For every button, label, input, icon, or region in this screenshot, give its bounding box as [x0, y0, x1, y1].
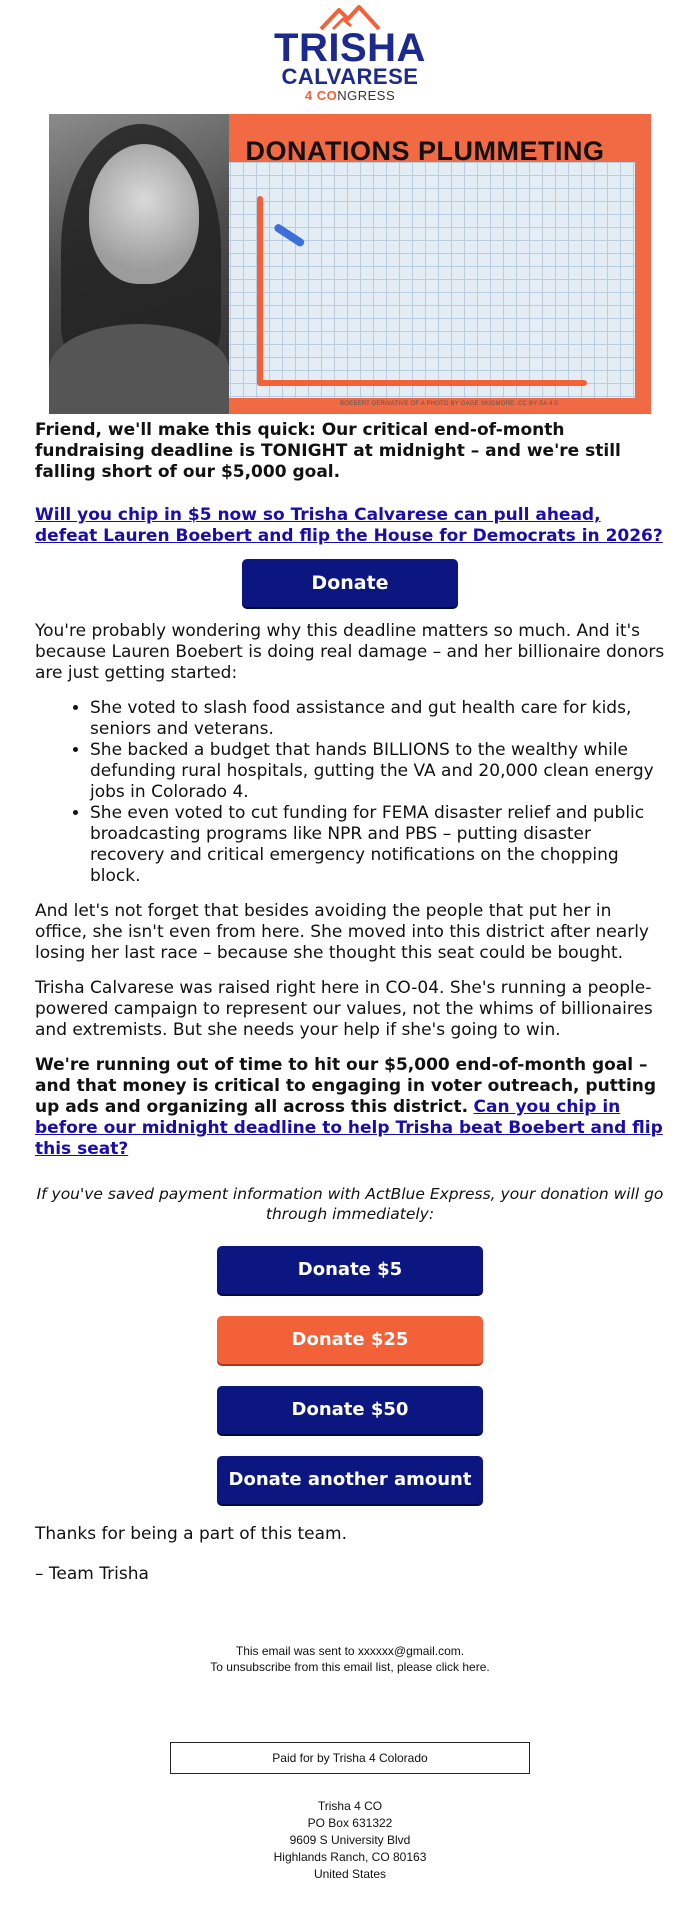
donate-5-button[interactable]: Donate $5 [217, 1246, 483, 1294]
logo-tagline-rest: NGRESS [337, 88, 396, 103]
footer-notice [0, 1643, 700, 1675]
list-item: • She voted to slash food assistance and gut health care for kids, seniors and veterans. [90, 698, 665, 740]
paragraph-goal [35, 1055, 665, 1160]
graph-x-axis [257, 380, 587, 386]
address-line: Highlands Ranch, CO 80163 [273, 1850, 427, 1864]
campaign-logo [0, 0, 700, 104]
unsubscribe-link[interactable]: To unsubscribe from this email list, please click here. [210, 1660, 490, 1674]
address-line: Trisha 4 CO [317, 1799, 383, 1813]
voting-record-list [35, 698, 665, 887]
chip-in-deadline-link[interactable]: Can you chip in before our midnight deadline to help Trisha beat Boebert and flip this seat? [35, 1097, 663, 1159]
logo-last-name: CALVARESE [281, 64, 419, 89]
address-line: 9609 S University Blvd [289, 1833, 411, 1847]
goal-bold-text: We're running out of time to hit our $5,000 end-of-month goal – and that money is critical to engaging in voter outreach, putting up ads and organizing all across this district. [35, 1055, 657, 1117]
chip-in-link[interactable]: Will you chip in $5 now so Trisha Calvarese can pull ahead, defeat Lauren Boebert and flip the House for Democrats in 2026? [35, 505, 663, 546]
list-item: • She even voted to cut funding for FEMA disaster relief and public broadcasting programs like NPR and PBS – putting disaster recovery and critical emergency notifications on the chopping block. [90, 803, 665, 887]
graph-paper [217, 162, 635, 398]
email-body [35, 420, 665, 1585]
donate-other-amount-button[interactable]: Donate another amount [217, 1456, 483, 1504]
photo-face [89, 144, 199, 284]
logo-first-name: TRISHA [274, 26, 426, 70]
signoff-text: – Team Trisha [35, 1564, 149, 1584]
address-line: PO Box 631322 [307, 1816, 393, 1830]
paragraph-deadline: You're probably wondering why this deadline matters so much. And it's because Lauren Boebert is doing real damage – and her billionaire donors are just getting started: [35, 621, 665, 683]
paragraph-not-from-here: And let's not forget that besides avoiding the people that put her in office, she isn't even from here. She moved into this district after nearly losing her last race – because she thought this seat could be bought. [35, 901, 649, 963]
logo-tagline [305, 88, 395, 104]
photo-credit: BOEBERT DERIVATIVE OF A PHOTO BY GAGE SKIDMORE. CC BY-SA 4.0 [340, 401, 558, 407]
photo-shoulders [49, 324, 229, 414]
donate-button[interactable]: Donate [242, 559, 458, 607]
actblue-note: If you've saved payment information with ActBlue Express, your donation will go through immediately: [36, 1185, 664, 1223]
donate-25-button[interactable]: Donate $25 [217, 1316, 483, 1364]
intro-paragraph: Friend, we'll make this quick: Our critical end-of-month fundraising deadline is TONIGHT at midnight – and we're still falling short of our $5,000 goal. [35, 420, 621, 482]
paragraph-trisha-background: Trisha Calvarese was raised right here in CO-04. She's running a people-powered campaign to represent our values, not the whims of billionaires and extremists. But she needs your help if she's going to win. [35, 978, 653, 1040]
graph-y-axis [257, 196, 263, 386]
logo-tagline-highlight: 4 CO [304, 88, 338, 103]
sent-to-text: This email was sent to xxxxxx@gmail.com. [235, 1644, 465, 1658]
mailing-address [0, 1798, 700, 1883]
list-item: • She backed a budget that hands BILLIONS to the wealthy while defunding rural hospitals, gutting the VA and 20,000 clean energy jobs in Colorado 4. [90, 740, 665, 803]
hero-title: DONATIONS PLUMMETING [245, 136, 605, 166]
address-line: United States [313, 1867, 387, 1881]
thanks-text: Thanks for being a part of this team. [35, 1524, 347, 1544]
paid-for-disclaimer: Paid for by Trisha 4 Colorado [170, 1742, 530, 1774]
hero-banner-image [49, 114, 651, 414]
donate-50-button[interactable]: Donate $50 [217, 1386, 483, 1434]
